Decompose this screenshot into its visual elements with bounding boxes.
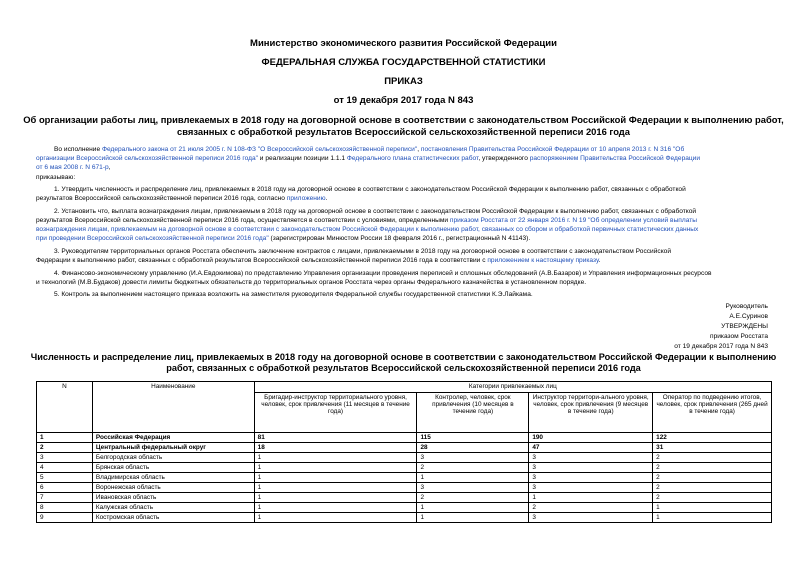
cell-instructor: 2 [529,503,653,513]
cell-instructor: 3 [529,513,653,523]
link-rosstat-order-end[interactable]: при проведении Всероссийской сельскохозяйственной переписи 2016 года" [36,235,269,242]
table-row [37,493,772,503]
link-federal-law[interactable]: Федерального закона от 21 июля 2005 г. N 108-ФЗ "О Всероссийской сельскохозяйственной переписи" [101,146,418,153]
document-title-line-1: Об организации работы лиц, привлекаемых в 2018 году на договорной основе в соответствии с законодательством Российской Федерации к выполнению работ, [23,114,784,125]
cell-controller: 28 [417,443,529,453]
header-operator: Оператор по подведению итогов, человек, срок привлечения (265 дней в течение года) [653,393,772,433]
cell-operator: 2 [653,453,772,463]
link-government-order-cont[interactable]: от 6 мая 2008 г. N 671-р [36,164,109,171]
cell-name: Калужская область [92,503,254,513]
item-2-line-4 [36,234,771,243]
link-federal-plan[interactable]: Федерального плана статистических работ [346,155,479,162]
cell-operator: 2 [653,473,772,483]
table-title-line-1: Численность и распределение лиц, привлекаемых в 2018 году на договорной основе в соответствии с законодательством Российской Федерации к выполнению [30,352,777,362]
preamble-text-3: и реализации позиции 1.1.1 [257,155,347,162]
item-1-line-2 [36,194,771,203]
item-2-line-1: 2. Установить что, выплата вознаграждения лицам, привлекаемым в 2018 году на договорной основе в соответствии с законодательством Российской Федерации к выполнению работ, связанных с обработкой [54,208,697,215]
cell-operator: 122 [653,433,772,443]
cell-controller: 1 [417,503,529,513]
order-word: приказываю: [36,174,76,181]
item-1-end: . [325,195,328,202]
cell-instructor: 1 [529,493,653,503]
preamble-text-2: , [417,146,421,153]
cell-operator: 1 [653,513,772,523]
distribution-table [36,381,772,523]
header-brigadier: Бригадир-инструктор территориального уровня, человек, срок привлечения (11 месяцев в течение года) [254,393,417,433]
cell-name: Ивановская область [92,493,254,503]
ministry-name: Министерство экономического развития Российской Федерации [250,38,557,49]
table-row [37,473,772,483]
cell-operator: 31 [653,443,772,453]
item-3-line-1: 3. Руководителям территориальных органов Росстата обеспечить заключение контрактов с лицами, привлекаемыми в 2018 году на договорной основе в соответствии с законодательством Российской [54,248,672,255]
table-row [37,463,772,473]
cell-controller: 3 [417,453,529,463]
approval-line-1: УТВЕРЖДЕНЫ [721,323,768,330]
item-3-end: . [598,257,601,264]
cell-controller: 2 [417,493,529,503]
cell-instructor: 3 [529,473,653,483]
cell-name: Центральный федеральный округ [92,443,254,453]
item-5: 5. Контроль за выполнением настоящего приказа возложить на заместителя руководителя Федеральной службы государственной статистики К.Э.Лайкама. [54,291,533,298]
cell-brigadier: 1 [254,513,417,523]
table-row [37,443,772,453]
item-3-text: Федерации к выполнению работ, связанных с обработкой результатов Всероссийской сельскохозяйственной переписи 2016 года в соответствии с [36,257,488,264]
cell-instructor: 3 [529,463,653,473]
preamble-text-1: Во исполнение [54,146,102,153]
cell-brigadier: 1 [254,483,417,493]
document-date-number: от 19 декабря 2017 года N 843 [333,95,474,106]
header-number: N [37,382,93,433]
link-rosstat-order[interactable]: приказом Росстата от 22 января 2016 г. N 19 "Об определении условий выплаты [449,217,698,224]
cell-brigadier: 1 [254,453,417,463]
item-4-line-1: 4. Финансово-экономическому управлению (И.А.Евдокимова) по представлению Управления организации проведения переписей и сплошных обследований (А.В.Базаров) и Управления информационных ресурсов [54,270,712,277]
cell-number: 3 [37,453,93,463]
cell-name: Владимирская область [92,473,254,483]
document-type: ПРИКАЗ [384,76,423,87]
approval-line-3: от 19 декабря 2017 года N 843 [674,343,768,350]
link-appendix[interactable]: приложению [286,195,326,202]
link-government-order[interactable]: распоряжением Правительства Российской Федерации [529,155,701,162]
item-3-line-2 [36,256,771,265]
preamble-paragraph [54,145,771,154]
table-title [20,352,787,374]
link-appendix-order[interactable]: приложением к настоящему приказу [487,257,599,264]
preamble-text-5: , [108,164,111,171]
item-1-line-1: 1. Утвердить численность и распределение лиц, привлекаемых в 2018 году на договорной основе в соответствии с законодательством Российской Федерации к выполнению работ, связанных с обработкой [54,186,686,193]
cell-controller: 115 [417,433,529,443]
cell-number: 6 [37,483,93,493]
document-title [20,114,787,138]
cell-brigadier: 18 [254,443,417,453]
item-2-end: (зарегистрирован Минюстом России 18 февраля 2016 г., регистрационный N 41143). [268,235,531,242]
cell-number: 5 [37,473,93,483]
cell-brigadier: 1 [254,463,417,473]
cell-controller: 3 [417,483,529,493]
cell-brigadier: 1 [254,503,417,513]
item-1-text: результатов Всероссийской сельскохозяйственной переписи 2016 года, согласно [36,195,287,202]
signature-name: А.Е.Суринов [729,313,768,320]
cell-number: 9 [37,513,93,523]
cell-instructor: 47 [529,443,653,453]
signature-role: Руководитель [725,303,768,310]
cell-instructor: 190 [529,433,653,443]
cell-operator: 2 [653,483,772,493]
table-row [37,453,772,463]
link-government-decree-cont[interactable]: организации Всероссийской сельскохозяйственной переписи 2016 года" [36,155,258,162]
cell-brigadier: 81 [254,433,417,443]
cell-brigadier: 1 [254,493,417,503]
link-government-decree[interactable]: постановления Правительства Российской Федерации от 10 апреля 2013 г. N 316 "Об [420,146,685,153]
header-instructor: Инструктор территори-ального уровня, человек, срок привлечения (9 месяцев в течение года) [529,393,653,433]
cell-instructor: 3 [529,453,653,463]
table-row [37,503,772,513]
cell-instructor: 3 [529,483,653,493]
service-name: ФЕДЕРАЛЬНАЯ СЛУЖБА ГОСУДАРСТВЕННОЙ СТАТИСТИКИ [261,57,546,68]
cell-name: Костромская область [92,513,254,523]
table-row [37,513,772,523]
item-2-text: результатов Всероссийской сельскохозяйственной переписи 2016 года, осуществляется в соответствии с условиями, определенными [36,217,450,224]
cell-name: Белгородская область [92,453,254,463]
cell-name: Воронежская область [92,483,254,493]
cell-brigadier: 1 [254,473,417,483]
document-title-line-2: связанных с обработкой результатов Всероссийской сельскохозяйственной переписи 2016 года [177,126,630,137]
table-row [37,433,772,443]
cell-name: Брянская область [92,463,254,473]
cell-controller: 1 [417,473,529,483]
cell-controller: 1 [417,513,529,523]
cell-name: Российская Федерация [92,433,254,443]
header-name: Наименование [92,382,254,433]
preamble-line-2 [36,154,771,163]
preamble-text-4: , утвержденного [478,155,530,162]
table-title-line-2: работ, связанных с обработкой результатов Всероссийской сельскохозяйственной переписи 2016 года [166,363,641,373]
cell-number: 8 [37,503,93,513]
preamble-line-3 [36,163,771,172]
link-rosstat-order-cont[interactable]: вознаграждения лицам, привлекаемым на договорной основе в соответствии с законодательством Российской Федерации к выполнению работ, связанных со сбором и обработкой первичных статистических данных [36,226,699,233]
cell-number: 4 [37,463,93,473]
item-2-line-2 [36,216,771,225]
table-row [37,483,772,493]
cell-number: 7 [37,493,93,503]
item-4-line-2: и технологий (М.В.Будаков) довести лимиты бюджетных обязательств до территориальных органов Росстата через органы Федерального казначейства в установленном порядке. [36,279,587,286]
cell-number: 1 [37,433,93,443]
header-categories: Категории привлекаемых лиц [254,382,771,393]
cell-operator: 2 [653,463,772,473]
cell-controller: 2 [417,463,529,473]
cell-operator: 2 [653,493,772,503]
header-controller: Контролер, человек, срок привлечения (10 месяцев в течение года) [417,393,529,433]
approval-line-2: приказом Росстата [710,333,768,340]
item-2-line-3 [36,225,771,234]
cell-number: 2 [37,443,93,453]
cell-operator: 1 [653,503,772,513]
